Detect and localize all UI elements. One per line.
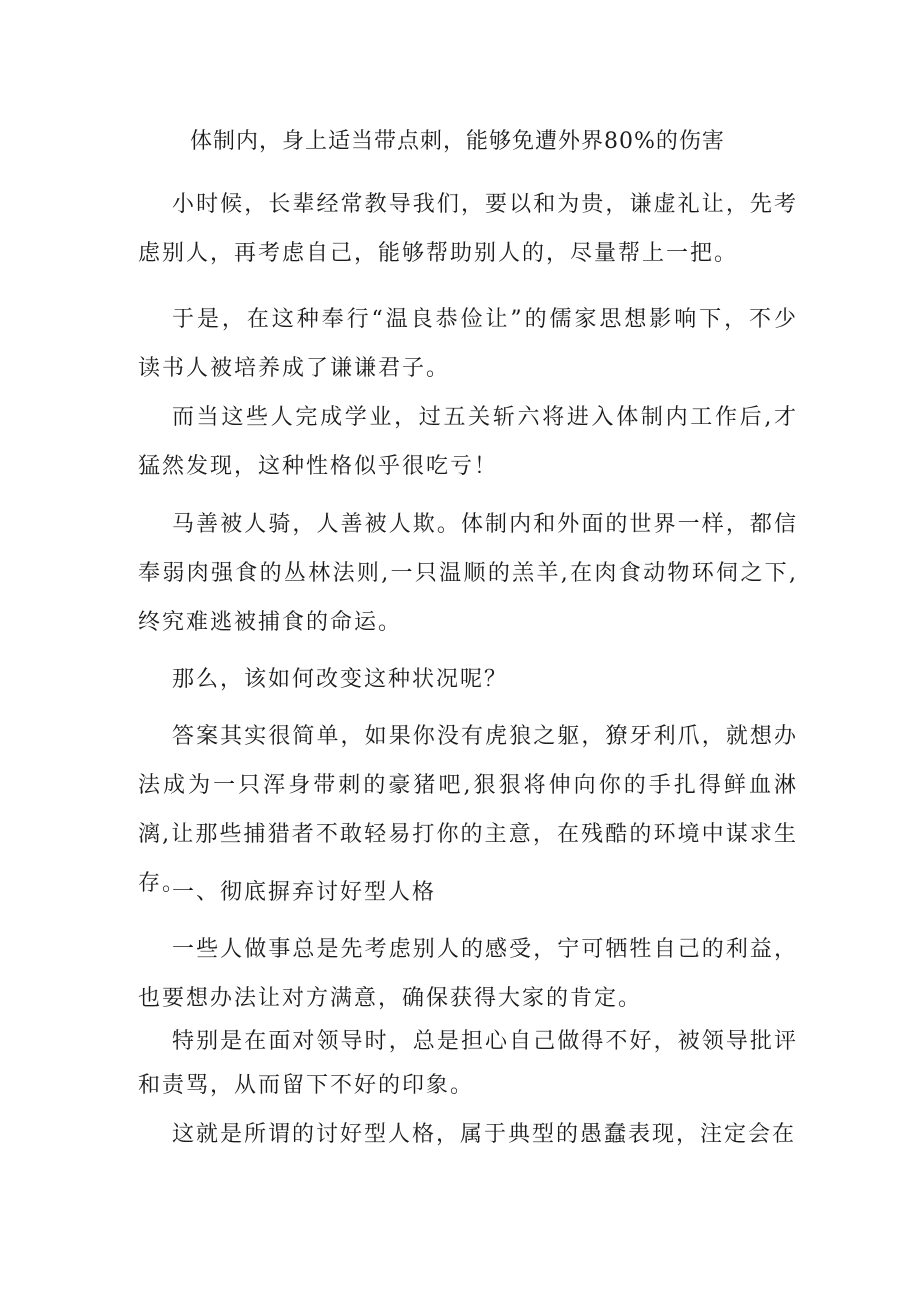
paragraph-2: 于是，在这种奉行“温良恭俭让”的儒家思想影响下，不少读书人被培养成了谦谦君子。 <box>138 307 798 381</box>
paragraph-4: 马善被人骑，人善被人欺。体制内和外面的世界一样，都信奉弱肉强食的丛林法则,一只温顺的羔羊,在肉食动物环伺之下,终究难逃被捕食的命运。 <box>138 512 798 635</box>
paragraph-3: 而当这些人完成学业，过五关斩六将进入体制内工作后,才猛然发现，这种性格似乎很吃亏！ <box>138 405 798 479</box>
paragraph-7: 一些人做事总是先考虑别人的感受，宁可牺牲自己的利益，也要想办法让对方满意，确保获得大家的肯定。 <box>138 937 798 1011</box>
paragraph-5: 那么，该如何改变这种状况呢？ <box>172 667 509 692</box>
paragraph-6: 答案其实很简单，如果你没有虎狼之躯，獠牙利爪，就想办法成为一只浑身带刺的豪猪吧,狠狠将伸向你的手扎得鲜血淋漓,让那些捕猎者不敢轻易打你的主意，在残酷的环境中谋求生存。 <box>138 724 798 896</box>
section-heading-1: 一、彻底摒弃讨好型人格 <box>172 880 437 905</box>
paragraph-1: 小时候，长辈经常教导我们，要以和为贵，谦虚礼让，先考虑别人，再考虑自己，能够帮助别人的，尽量帮上一把。 <box>138 192 798 266</box>
paragraph-9: 这就是所谓的讨好型人格，属于典型的愚蠢表现，注定会在 <box>172 1122 797 1147</box>
paragraph-8: 特别是在面对领导时，总是担心自己做得不好，被领导批评和责骂，从而留下不好的印象。 <box>138 1029 798 1098</box>
document-title: 体制内，身上适当带点刺，能够免遭外界80%的伤害 <box>190 129 725 154</box>
